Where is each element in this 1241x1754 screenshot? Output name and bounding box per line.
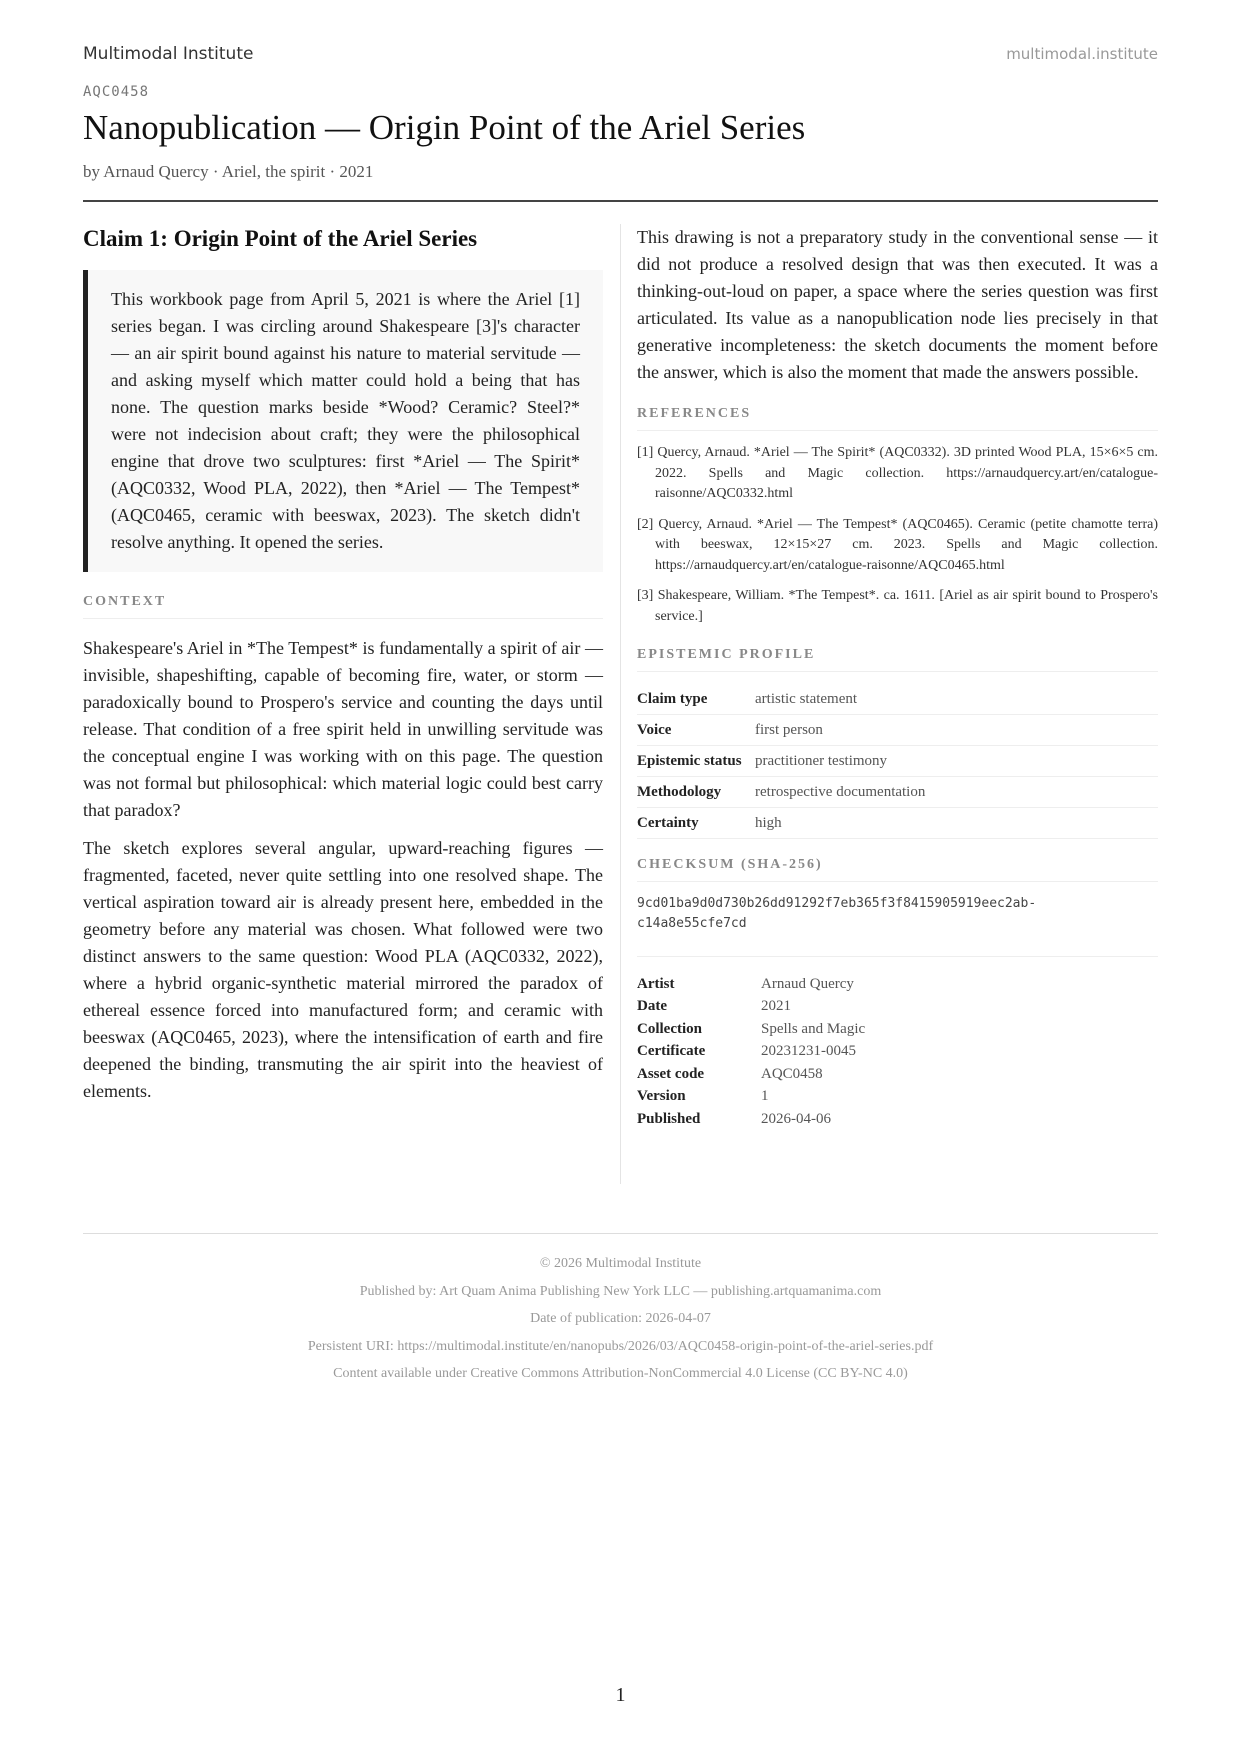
table-row [637,777,1158,808]
checksum-value [637,894,1158,957]
page-footer [83,1250,1158,1388]
footer-date: Date of publication: 2026-04-07 [530,1311,711,1326]
footer-publisher: Published by: Art Quam Anima Publishing New York LLC — publishing.artquamanima.com [359,1283,882,1299]
table-row [637,684,1158,715]
claim-title: Claim 1: Origin Point of the Ariel Series [83,226,478,251]
meta-key: Asset code [637,1065,705,1082]
table-row [637,1018,865,1041]
reference-item: [3] Shakespeare, William. *The Tempest*. ca. 1611. [Ariel as air spirit bound to Prospero's service.] [637,588,1158,624]
profile-key: Voice [637,715,755,746]
context-paragraph: The sketch explores several angular, upward-reaching figures — fragmented, faceted, never quite settling into one resolved shape. The vertical aspiration toward air is already present here, embedded in the geometry before any material was chosen. What followed were two distinct answers to the same question: Wood PLA (AQC0332, 2022), where a hybrid organic-synthetic material mirrored the paradox of ethereal essence forced into manufactured form; and ceramic with beeswax (AQC0465, 2023), where the intensification of earth and fire deepened the binding, transmuting the air spirit into the heaviest of elements. [83,838,603,1101]
header-rule [83,200,1158,202]
meta-value: 20231231-0045 [761,1043,856,1060]
byline: by Arnaud Quercy · Ariel, the spirit · 2021 [83,162,374,181]
checksum-line: 9cd01ba9d0d730b26dd91292f7eb365f3f8415905919eec2ab- [637,896,1037,911]
meta-value: AQC0458 [761,1065,823,1082]
meta-key: Certificate [637,1043,706,1060]
profile-key: Certainty [637,808,755,839]
table-row [637,996,865,1019]
institute-name: Multimodal Institute [83,44,254,64]
checksum-line: c14a8e55cfe7cd [637,916,747,931]
left-column [83,224,603,1116]
intro-paragraph: This drawing is not a preparatory study in the conventional sense — it did not produce a resolved design that was then executed. It was a thinking-out-loud on paper, a space where the series question was first articulated. Its value as a nanopublication node lies precisely in that generative incompleteness: the sketch documents the moment before the answer, which is also the moment that made the answers possible. [637,227,1158,382]
profile-value: practitioner testimony [755,746,1158,777]
table-row [637,715,1158,746]
meta-key: Published [637,1110,701,1127]
meta-key: Version [637,1088,686,1105]
context-label: CONTEXT [83,594,603,619]
profile-value: first person [755,715,1158,746]
page-title: Nanopublication — Origin Point of the Ariel Series [83,108,806,147]
epistemic-profile-table [637,684,1158,839]
table-row [637,1063,865,1086]
footer-license: Content available under Creative Commons Attribution-NonCommercial 4.0 License (CC BY-NC 4.0) [333,1366,908,1381]
reference-item: [2] Quercy, Arnaud. *Ariel — The Tempest* (AQC0465). Ceramic (petite chamotte terra) with beeswax, 12×15×27 cm. 2023. Spells and Magic collection. https://arnaudquercy.art/en/catalogue-raisonne/AQC0465.html [637,516,1158,573]
institute-site[interactable]: multimodal.institute [1006,45,1158,63]
footer-copyright: © 2026 Multimodal Institute [539,1256,702,1271]
column-divider [620,224,621,1184]
reference-item: [1] Quercy, Arnaud. *Ariel — The Spirit* (AQC0332). 3D printed Wood PLA, 15×6×5 cm. 2022. Spells and Magic collection. https://arnaudquercy.art/en/catalogue-raisonne/AQC0332.html [637,445,1158,501]
right-column [637,224,1158,1131]
profile-value: artistic statement [755,684,1158,715]
table-row [637,1086,865,1109]
page-header [83,44,1158,64]
asset-code: AQC0458 [83,84,150,100]
references-label: REFERENCES [637,406,1158,431]
table-row [637,1108,865,1131]
context-paragraph: Shakespeare's Ariel in *The Tempest* is fundamentally a spirit of air — invisible, shapeshifting, capable of becoming fire, water, or storm — paradoxically bound to Prospero's service and counting the days until release. That condition of a free spirit held in unwilling servitude was the conceptual engine I was working with on this page. The question was not formal but philosophical: which material logic could best carry that paradox? [83,638,603,820]
page-number: 1 [615,1684,626,1706]
checksum-label: CHECKSUM (SHA-256) [637,857,1158,882]
table-row [637,746,1158,777]
table-row [637,1041,865,1064]
profile-value: retrospective documentation [755,777,1158,808]
meta-key: Collection [637,1020,702,1037]
profile-value: high [755,808,1158,839]
profile-key: Claim type [637,684,755,715]
table-row [637,808,1158,839]
profile-key: Epistemic status [637,746,755,777]
references-list [637,443,1158,627]
meta-value: 2026-04-06 [761,1110,831,1127]
footer-uri[interactable]: Persistent URI: https://multimodal.institute/en/nanopubs/2026/03/AQC0458-origin-point-of-the-ariel-series.pdf [307,1338,934,1354]
epistemic-profile-label: EPISTEMIC PROFILE [637,647,1158,672]
meta-value: Arnaud Quercy [761,975,854,992]
meta-value: 1 [761,1088,769,1105]
meta-key: Artist [637,975,675,992]
meta-key: Date [637,998,667,1015]
meta-value: 2021 [761,998,791,1015]
metadata-table [637,973,865,1131]
footer-rule [83,1233,1158,1234]
table-row [637,973,865,996]
profile-key: Methodology [637,777,755,808]
claim-quote: This workbook page from April 5, 2021 is where the Ariel [1] series began. I was circling around Shakespeare [3]'s character — an air spirit bound against his nature to material servitude — and asking myself which matter could hold a being that has none. The question marks beside *Wood? Ceramic? Steel?* were not indecision about craft; they were the philosophical engine that drove two sculptures: first *Ariel — The Spirit* (AQC0332, Wood PLA, 2022), then *Ariel — The Tempest* (AQC0465, ceramic with beeswax, 2023). The sketch didn't resolve anything. It opened the series. [83,270,603,572]
meta-value: Spells and Magic [761,1020,866,1037]
